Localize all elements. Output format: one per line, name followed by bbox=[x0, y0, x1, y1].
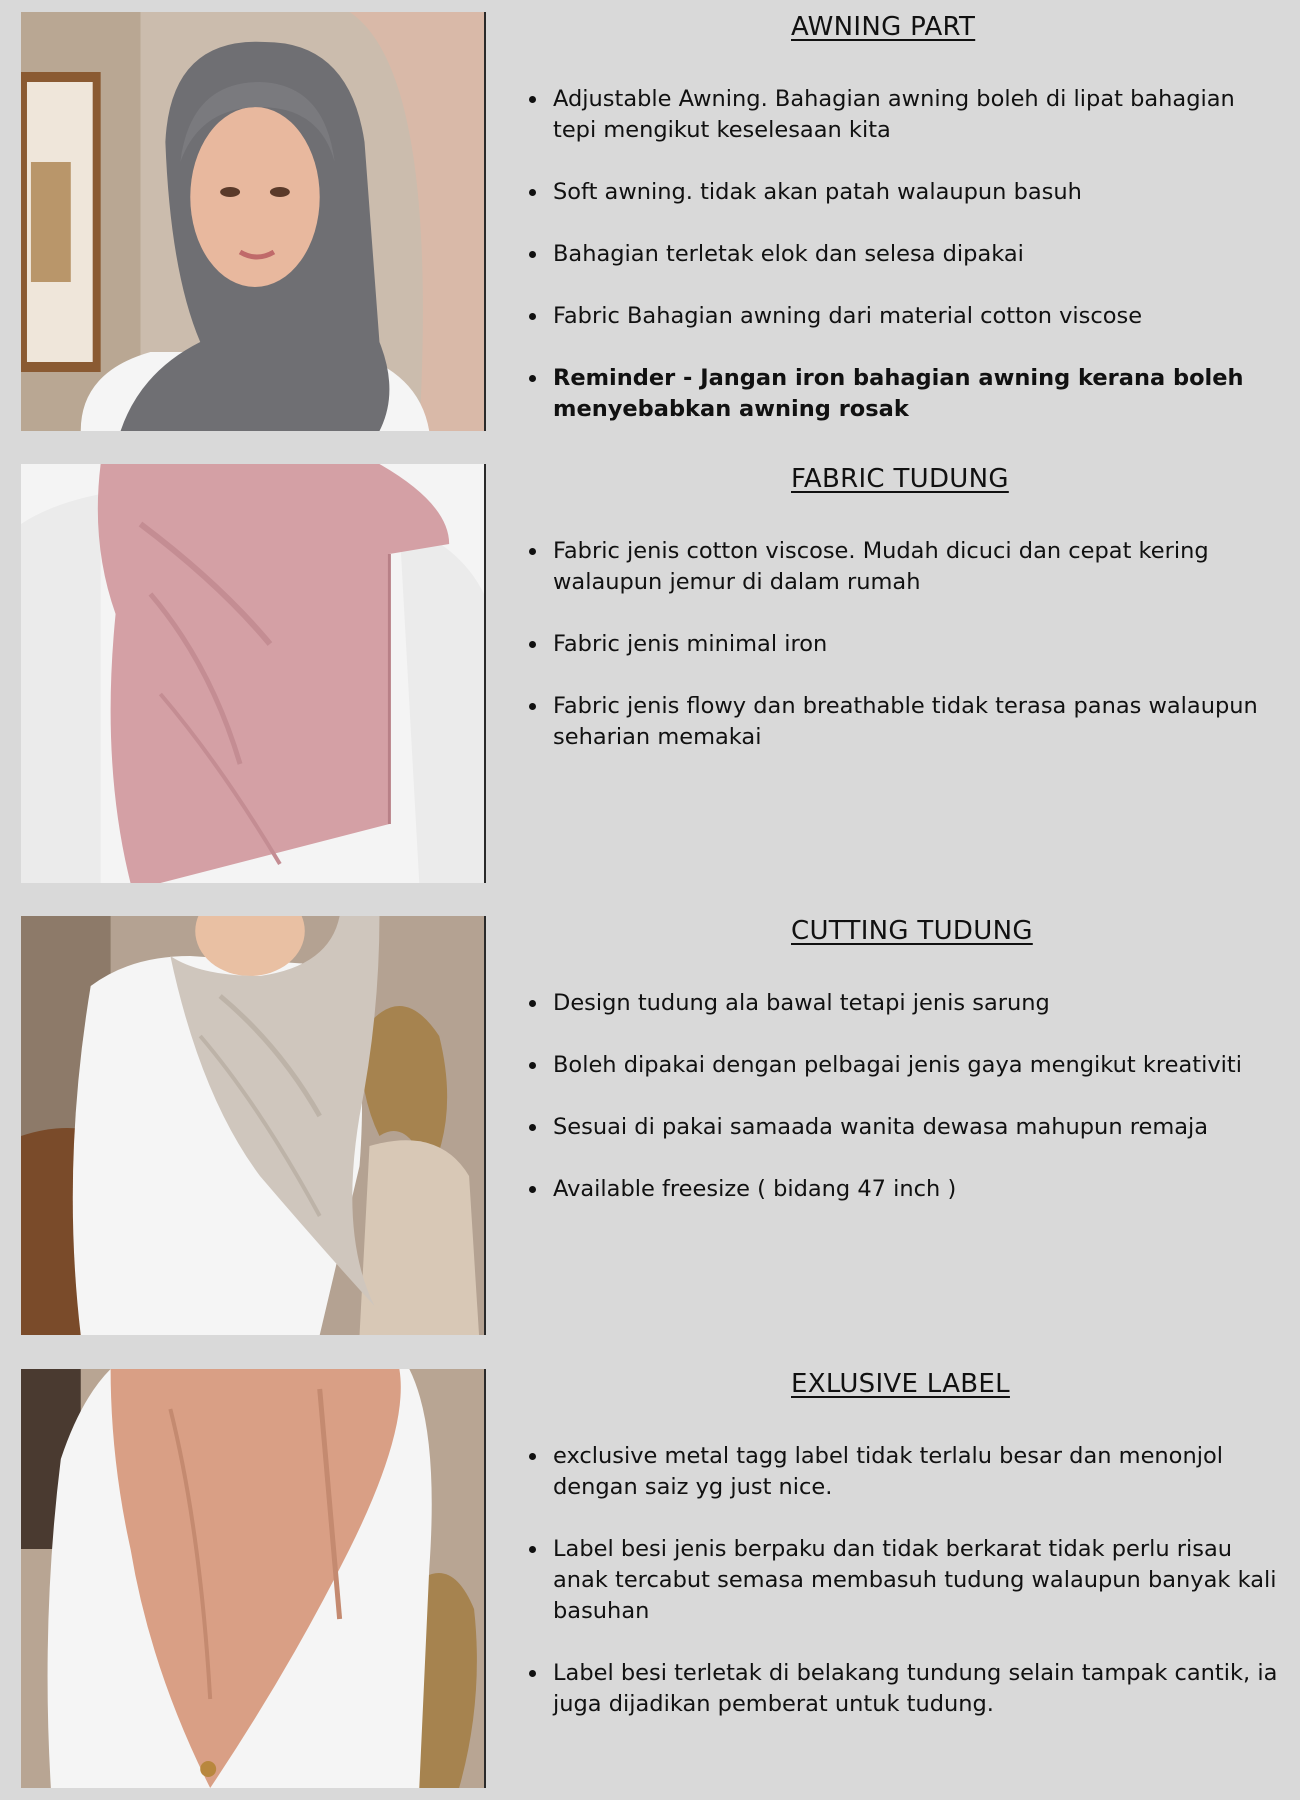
feature-list bbox=[525, 536, 1284, 784]
list-item: • Fabric jenis cotton viscose. Mudah dicuci dan cepat kering walaupun jemur di dalam rumah bbox=[549, 536, 1284, 598]
feature-list bbox=[525, 988, 1284, 1236]
section-title: FABRIC TUDUNG bbox=[791, 464, 1009, 494]
list-item: • Design tudung ala bawal tetapi jenis sarung bbox=[549, 988, 1284, 1019]
section-title: EXLUSIVE LABEL bbox=[791, 1369, 1010, 1399]
list-item: • Soft awning. tidak akan patah walaupun basuh bbox=[549, 177, 1284, 208]
list-item: • Fabric jenis flowy dan breathable tidak terasa panas walaupun seharian memakai bbox=[549, 691, 1284, 753]
section-title: AWNING PART bbox=[791, 12, 976, 42]
feature-list bbox=[525, 1441, 1284, 1751]
section-exclusive-label bbox=[0, 1369, 1300, 1789]
section-title: CUTTING TUDUNG bbox=[791, 916, 1033, 946]
hijab-cutting-beige-photo bbox=[21, 916, 486, 1335]
list-item: • Sesuai di pakai samaada wanita dewasa mahupun remaja bbox=[549, 1112, 1284, 1143]
section-fabric-tudung bbox=[0, 464, 1300, 884]
hijab-label-peach-photo bbox=[21, 1369, 486, 1788]
list-item: • Fabric jenis minimal iron bbox=[549, 629, 1284, 660]
list-item: • exclusive metal tagg label tidak terlalu besar dan menonjol dengan saiz yg just nice. bbox=[549, 1441, 1284, 1503]
hijab-model-grey-photo bbox=[21, 12, 486, 431]
list-item: • Fabric Bahagian awning dari material cotton viscose bbox=[549, 301, 1284, 332]
list-item: • Label besi terletak di belakang tundung selain tampak cantik, ia juga dijadikan pemberat untuk tudung. bbox=[549, 1658, 1284, 1720]
reminder-item: • Reminder - Jangan iron bahagian awning kerana boleh menyebabkan awning rosak bbox=[549, 363, 1284, 425]
feature-list bbox=[525, 84, 1284, 456]
section-cutting-tudung bbox=[0, 916, 1300, 1336]
list-item: • Available freesize ( bidang 47 inch ) bbox=[549, 1174, 1284, 1205]
list-item: • Bahagian terletak elok dan selesa dipakai bbox=[549, 239, 1284, 270]
list-item: • Label besi jenis berpaku dan tidak berkarat tidak perlu risau anak tercabut semasa membasuh tudung walaupun banyak kali basuhan bbox=[549, 1534, 1284, 1627]
hijab-fabric-pink-photo bbox=[21, 464, 486, 883]
list-item: • Adjustable Awning. Bahagian awning boleh di lipat bahagian tepi mengikut keselesaan kita bbox=[549, 84, 1284, 146]
section-awning-part bbox=[0, 12, 1300, 432]
list-item: • Boleh dipakai dengan pelbagai jenis gaya mengikut kreativiti bbox=[549, 1050, 1284, 1081]
